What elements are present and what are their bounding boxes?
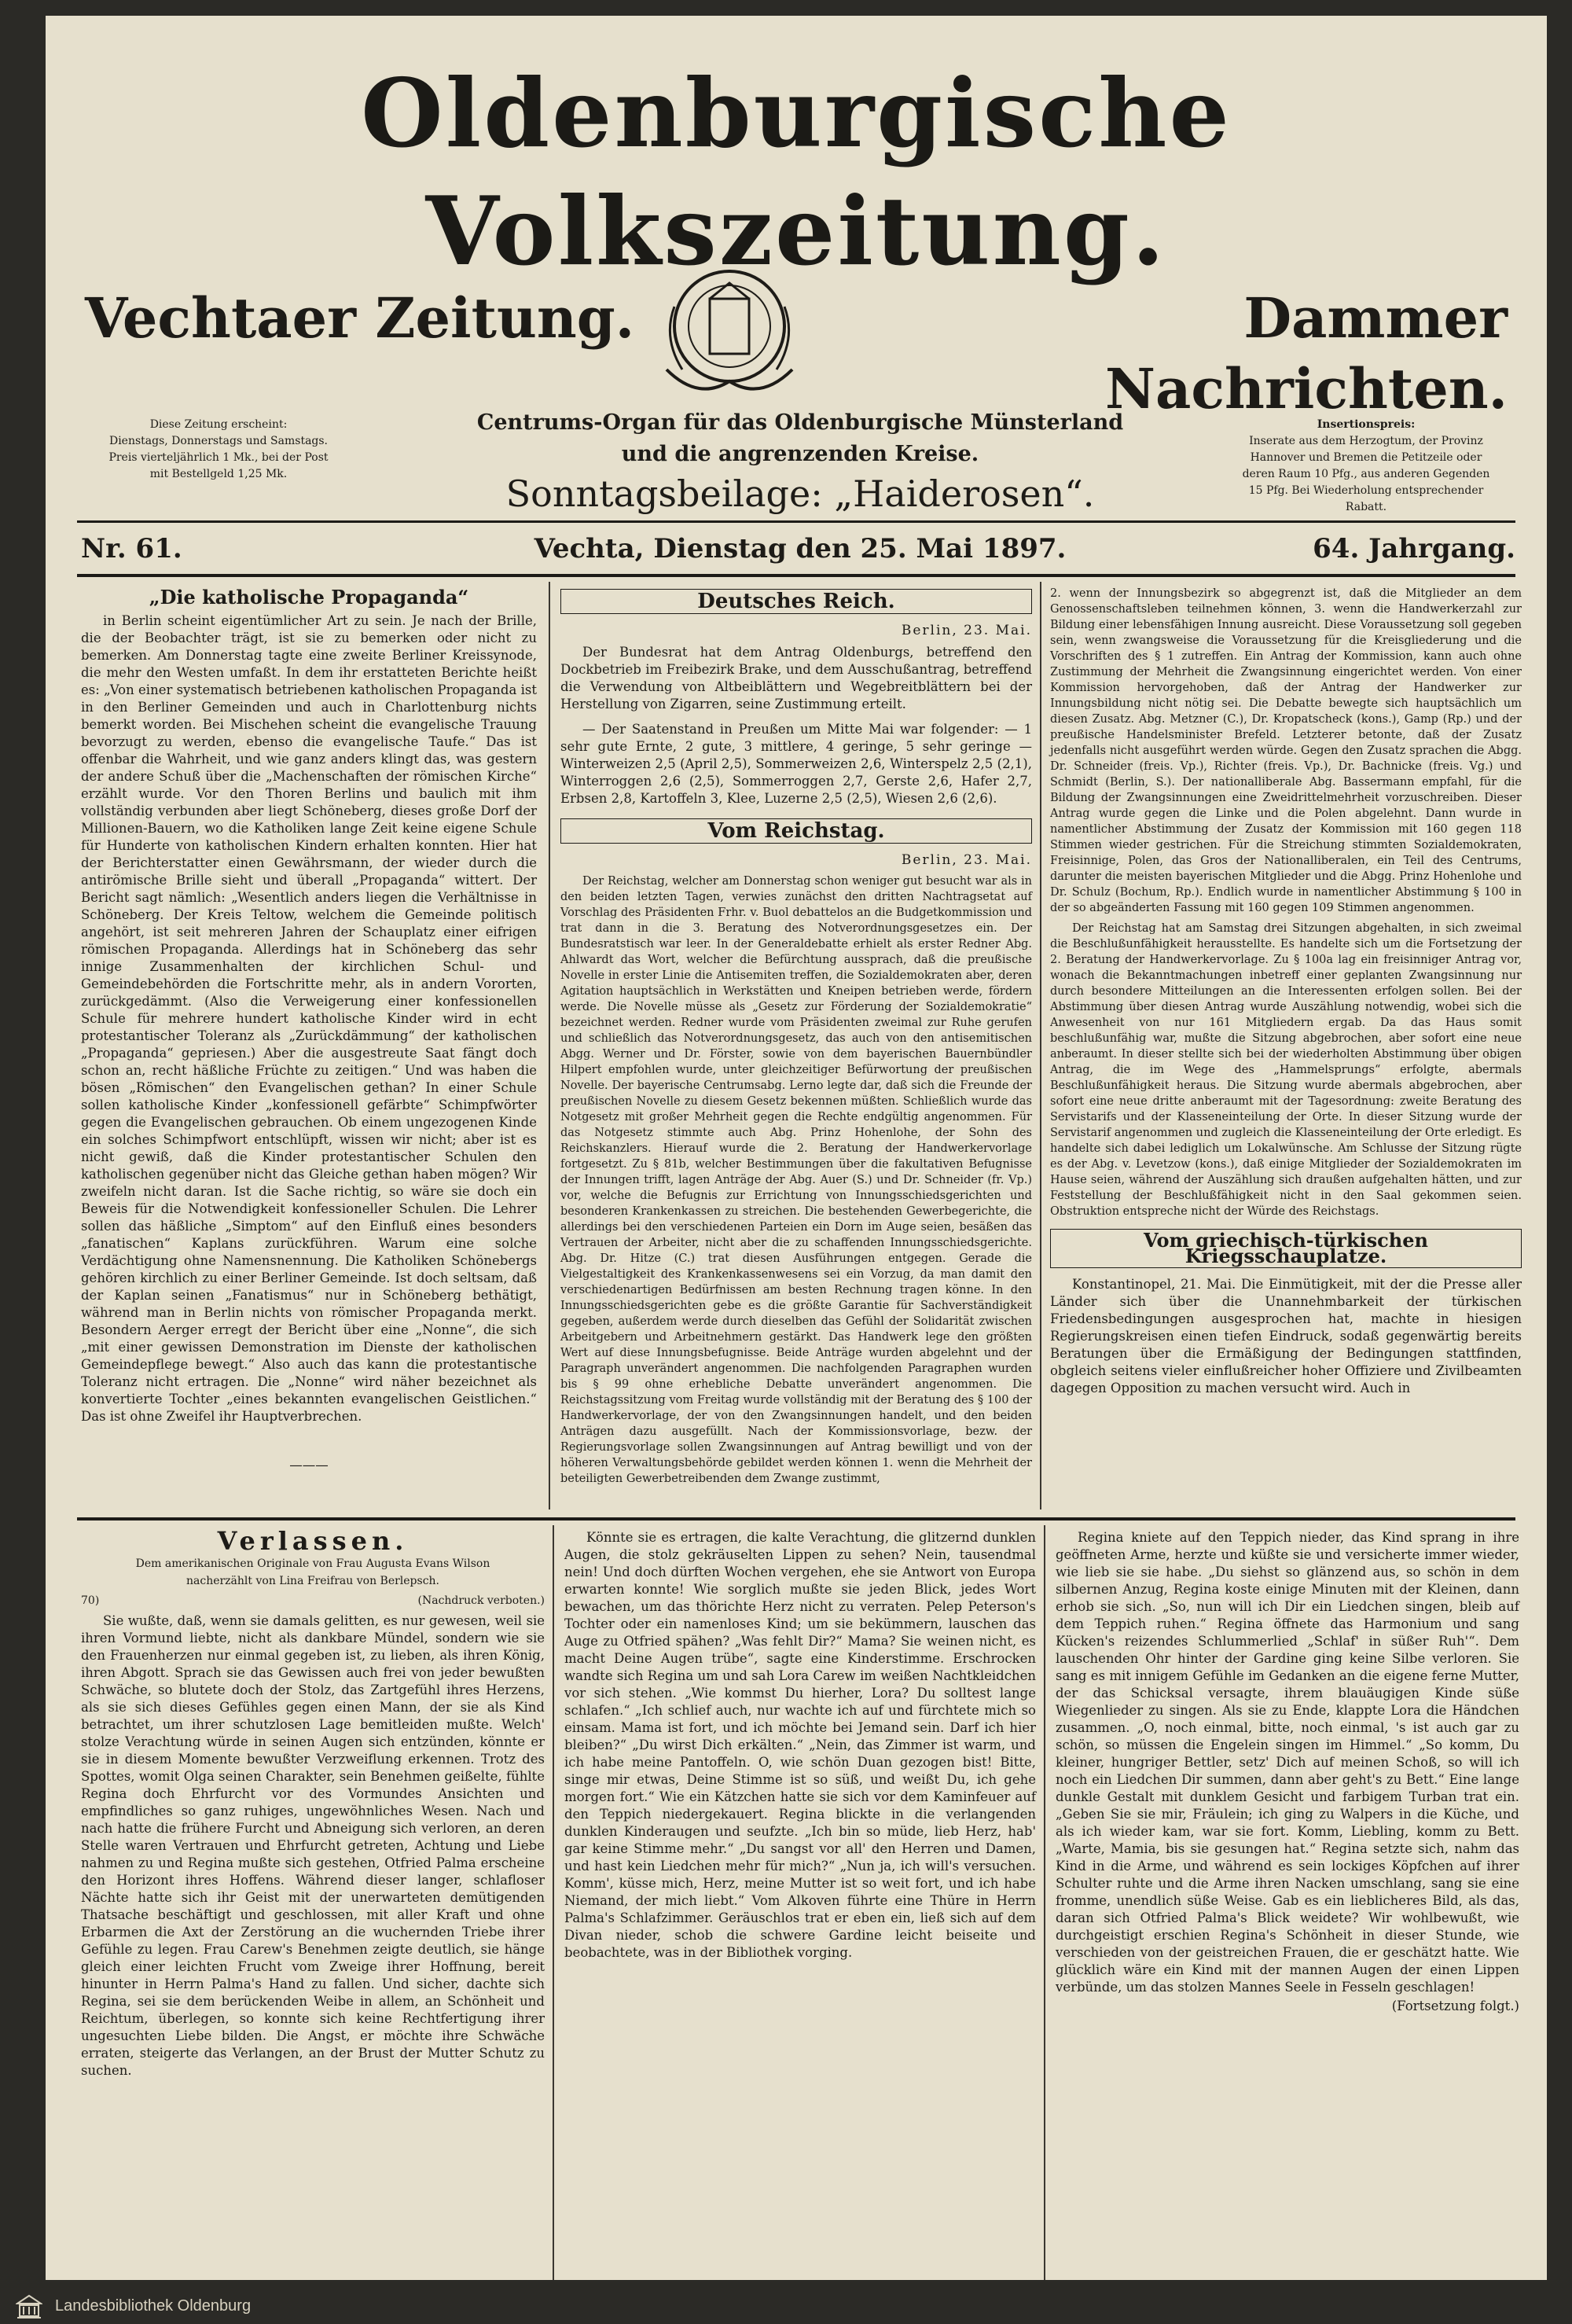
rule-top — [77, 520, 1515, 523]
article-propaganda: „Die katholische Propaganda“ in Berlin scheint eigentümlicher Art zu sein. Je nach der Brille, die der Beobachter trägt, ist sie zu bemerken oder nicht zu bemerken. Am Donnerstag tagte eine zweite Berliner Kreissynode, die mehr den Westen umfaßt. In dem ihr erstatteten Berichte heißt es: „Von einer systematisch betriebenen katholischen Propaganda ist in den Berliner Gemeinden und auch in Charlottenburg nichts bemerkt worden. Bei Mischehen scheint die evangelische Trauung bevorzugt zu werden, ebenso die evangelische Taufe.“ Das ist offenbar die Wahrheit, und wie ganz anders klingt das, was gestern der andere Schuß über die „Machenschaften der römischen Kirche“ erzählt wurde. Vor den Thoren Berlins und baulich mit ihm vollständig verbunden aber liegt Schöneberg, dieses große Dorf der Millionen-Bauern, wo die Katholiken lange Zeit keine eigene Schule für Hunderte von katholischen Kindern erhalten konnten. Hier hat der Berichterstatter einen Gewährsmann, der wieder durch die antirömische Brille sieht und überall „Propaganda“ wittert. Der Bericht sagt nämlich: „Wesentlich anders liegen die Verhältnisse in Schöneberg. Der Kreis Teltow, welchem die Gemeinde politisch angehört, ist seit mehreren Jahren der Schauplatz einer eifrigen römischen Propaganda. Allerdings hat in Schöneberg das sehr innige Zusammenhalten der kirchlichen Schul- und Gemeindebehörden die Fortschritte mehr, als in andern Vororten, zurückgedämmt. (Also die Verweigerung einer konfessionellen Schule für mehrere hundert katholische Kinder wird in echt protestantischer Toleranz als „Zurückdämmung“ der katholischen „Propaganda“ gepriesen.) Aber die ausgestreute Saat fängt doch schon an, recht häßliche Früchte zu zeitigen.“ Und was haben die bösen „Römischen“ den Evangelischen gethan? In einer Schule sollen katholische Kinder „konfessionell gefärbte“ Schimpfwörter gegen die Evangelischen gebrauchen. Ob einem ungezogenen Kinde ein solches Schimpfwort entschlüpft, wissen wir nicht; aber ist es nicht gewiß, daß die Kinder protestantischer Schulen den katholischen gegenüber nicht das Gleiche gethan haben mögen? Wir zweifeln nicht daran. Ist die Sache richtig, so wäre sie doch ein Beweis für die Notwendigkeit konfessioneller Schulen. Die Lehrer sollen das häßliche „Simptom“ auf den Einfluß eines besonders „fanatischen“ Kaplans zurückführen. Warum eine solche Verdächtigung ohne Namensnennung. Die Katholiken Schönebergs gehören kirchlich zu einer Berliner Gemeinde. Ist doch seltsam, daß der Kaplan seinen „Fanatismus“ nur in Schöneberg bethätigt, während man in Berlin nichts von römischer Propaganda merkt. Besondern Aerger erregt der Bericht über eine „Nonne“, die sich „mit einer gewissen Demonstration im Dienste der katholischen Gemeindepflege bewegt.“ Also auch das kann die protestantische Toleranz nicht ertragen. Die „Nonne“ wird näher bezeichnet als konvertierte Tochter „eines bekannten evangelischen Geistlichen.“ Das ist ohne Zweifel ihr Hauptverbrechen. ——— — [81, 586, 537, 1473]
continued-note: (Fortsetzung folgt.) — [1391, 1999, 1519, 2013]
feuilleton-text: Sie wußte, daß, wenn sie damals gelitten, es nur gewesen, weil sie ihren Vormund liebte, nicht als dankbare Mündel, sondern wie sie den Frauenherzen nur einmal gegeben ist, zu lieben, als ihren König, ihren Abgott. Sprach sie das Gewissen auch frei von jeder bewußten Schwäche, so blutete doch der Stolz, das Zartgefühl ihres Herzens, als sie sich dieses Gefühles gegen einen Mann, der sie als Kind betrachtet, um ihrer schutzlosen Lage bemitleiden mußte. Welch' stolze Verachtung würde in seinen Augen sich entzünden, könnte er sie in diesem Momente bewußter Verzweiflung erkennen. Trotz des Spottes, womit Olga seinen Charakter, sein Benehmen geißelte, fühlte Regina doch Ehrfurcht vor des Vormundes Ansichten und empfindliches so ganz ruhiges, ungewöhnliches Wesen. Nach und nach hatte die frühere Furcht und Abneigung sich verloren, an deren Stelle waren Vertrauen und Ehrfurcht getreten, Achtung und Liebe nahmen zu und Regina mußte sich gestehen, Otfried Palma erscheine den Horizont ihres Hoffens. Während dieser langer, schlafloser Nächte hatte sich ihr Geist mit der unerwarteten demütigenden Thatsache beschäftigt und geschlossen, mit aller Kraft und ohne Erbarmen die Axt der Zerstörung an die wuchernden Triebe ihrer Gefühle zu legen. Frau Carew's Benehmen zeigte deutlich, sie hänge gleich einer leichten Frucht vom Zweige ihrer Hoffnung, bereit hinunter in Herrn Palma's Hand zu fallen. Und sicher, dachte sich Regina, sei sie dem berückenden Weibe in allem, an Schönheit und Reichtum, überlegen, so konnte sich keine Rechtfertigung ihrer ungesuchten Liebe bilden. Die Angst, er möchte ihre Schwäche erraten, steigerte das Verlangen, an der Brust der Mutter Schutz zu suchen. — [81, 1613, 545, 2078]
subtitle-right: Dammer Nachrichten. — [1105, 285, 1508, 421]
issue-number: Nr. 61. — [81, 533, 182, 564]
masthead-title: Oldenburgische Volkszeitung. — [361, 58, 1232, 287]
library-credit: Landesbibliothek Oldenburg — [55, 2297, 252, 2315]
library-building-icon — [16, 2294, 42, 2319]
newspaper-page — [46, 16, 1547, 2280]
crest-emblem-icon — [651, 252, 808, 409]
note-heading: Insertionspreis: — [1317, 418, 1416, 431]
note-line: Inserate aus dem Herzogtum, der Provinz — [1249, 435, 1483, 447]
organ-line-1: Centrums-Organ für das Oldenburgische Münsterland — [476, 410, 1124, 435]
article-text: Der Reichstag hat am Samstag drei Sitzungen abgehalten, in sich zweimal die Beschlußunfähigkeit herausstellte. Es handelte sich um die Fortsetzung der 2. Beratung der Handwerkervorlage. Zu § 100a lag ein freisinniger Antrag vor, wonach die Bekanntmachungen inbetreff einer geplanten Zwangsinnung nur durch besondere Mitteilungen an die Interessenten erfolgen sollen. Bei der Abstimmung über diesen Antrag wurde Auszählung notwendig, wobei sich die Anwesenheit von nur 161 Mitgliedern ergab. Da das Haus somit beschlußunfähig war, mußte die Sitzung abgebrochen, aber sofort eine neue anberaumt. In dieser stellte sich bei der wiederholten Abstimmung über obigen Antrag, die im Wege des „Hammelsprungs“ erfolgte, abermals Beschlußunfähigkeit heraus. Die Sitzung wurde abermals abgebrochen, aber sofort eine neue dritte anberaumt mit der Tagesordnung: zweite Beratung des Servistarifs und der Klasseneinteilung der Orte. In dieser Sitzung wurde der Servistarif angenommen und zugleich die Klasseneinteilung der Orte erledigt. Es handelte sich dabei lediglich um Lokalwünsche. Am Schlusse der Sitzung rügte es der Abg. v. Levetzow (kons.), daß einige Mitglieder der Sozialdemokraten im Hause seien, während der Auszählung sich draußen aufgehalten hätten, und zur Feststellung der Beschlußfähigkeit nicht in den Saal gekommen seien. Obstruktion entspreche nicht der Würde des Reichstags. — [1050, 922, 1522, 1218]
publication-schedule-note — [69, 417, 368, 483]
article-reich — [560, 586, 1032, 1487]
insertion-price-note — [1209, 417, 1523, 516]
subtitle-left: Vechtaer Zeitung. — [85, 285, 635, 351]
reprint-notice: (Nachdruck verboten.) — [417, 1594, 545, 1607]
issue-year: 64. Jahrgang. — [1313, 533, 1515, 564]
feuilleton-column-1 — [81, 1526, 545, 2079]
feuilleton-column-2 — [564, 1529, 1036, 1962]
note-line: Diese Zeitung erscheint: — [149, 418, 288, 431]
article-dateline: Berlin, 23. Mai. — [901, 852, 1032, 868]
article-title: Vom Reichstag. — [560, 818, 1032, 844]
article-text: — Der Saatenstand in Preußen um Mitte Mai war folgender: — 1 sehr gute Ernte, 2 gute, 3 mittlere, 4 geringe, 5 sehr geringe — Winterweizen 2,5 (April 2,5), Sommerweizen 2,6, Winterspelz 2,5 (2,1), Winterroggen 2,6 (2,5), Sommerroggen 2,7, Gerste 2,6, Hafer 2,7, Erbsen 2,8, Kartoffeln 3, Klee, Luzerne 2,5 (2,5), Wiesen 2,6 (2,6). — [560, 722, 1032, 806]
column-divider — [553, 1525, 554, 2280]
note-line: Dienstags, Donnerstags und Samstags. — [108, 435, 329, 447]
article-text: Konstantinopel, 21. Mai. Die Einmütigkeit, mit der die Presse aller Länder sich über die Unannehmbarkeit der türkischen Friedensbedingungen ausgesprochen hat, machte in hiesigen Regierungskreisen einen tiefen Eindruck, sodaß gegenwärtig bereits Beratungen über die Ermäßigung der Bedingungen stattfinden, obgleich seitens vieler einflußreicher hoher Offiziere und Zivilbeamten dagegen Opposition zu machen versucht wird. Auch in — [1050, 1277, 1522, 1396]
column-divider — [549, 582, 550, 1509]
feuilleton-text: Regina kniete auf den Teppich nieder, das Kind sprang in ihre geöffneten Arme, herzte und küßte sie und versicherte immer wieder, wie lieb sie sie habe. „Du siehst so glänzend aus, so schön in dem silbernen Anzug, Regina koste einige Minuten mit der Kleinen, dann erhob sie sich. „So, nun will ich Dir ein Liedchen singen, bleib auf dem Teppich ruhen.“ Regina öffnete das Harmonium und sang Kücken's reizendes Schlummerlied „Schlaf' in süßer Ruh'“. Dem lauschenden Ohr hinter der Gardine ging keine Silbe verloren. Sie sang es mit innigem Gefühle im Gedanken an die eigene ferne Mutter, der das Schicksal versagte, ihrem blauäugigen Kinde süße Wiegenlieder zu singen. Als sie zu Ende, klappte Lora die Händchen zusammen. „O, noch einmal, bitte, noch einmal, 's ist auch gar zu schön, so müssen die Engelein singen im Himmel.“ „So komm, Du kleiner, hungriger Bettler, setz' Dich auf meinen Schoß, so will ich noch ein Liedchen Dir summen, dann aber geht's zu Bett.“ Eine lange dunkle Gestalt mit dunklem Gesicht und farbigem Turban trat ein. „Geben Sie sie mir, Fräulein; ich ging zu Walpers in die Küche, und als ich wieder kam, war sie fort. Komm, Liebling, komm zu Bett. „Warte, Mamia, bis sie gesungen hat.“ Regina setzte sich, nahm das Kind in die Arme, und während es sein lockiges Köpfchen auf ihrer Schulter ruhte und die Arme ihren Nacken umschlang, sang sie eine fromme, unendlich süße Weise. Gab es ein lieblicheres Bild, als das, daran sich Otfried Palma's Blick weidete? Wir wohlbewußt, wie durchgeistigt erschien Regina's Schönheit in dieser Stunde, wie verschieden von der geistreichen Frauen, die er geschätzt hatte. Wie glücklich wäre ein Kind mit der mannen Augen der einen Lippen verbünde, um das stolzen Mannes Seele in Fesseln geschlagen! — [1056, 1530, 1519, 1995]
rule-bottom — [77, 574, 1515, 577]
article-title: „Die katholische Propaganda“ — [149, 586, 469, 609]
article-dateline: Berlin, 23. Mai. — [901, 623, 1032, 638]
feuilleton-byline: nacherzählt von Lina Freifrau von Berlepsch. — [185, 1575, 440, 1587]
note-line: 15 Pfg. Bei Wiederholung entsprechender — [1248, 484, 1484, 497]
organ-line — [384, 407, 1217, 470]
supplement-title: Sonntagsbeilage: „Haiderosen“. — [505, 473, 1095, 515]
article-text: Der Bundesrat hat dem Antrag Oldenburgs, betreffend den Dockbetrieb im Freibezirk Brake, und dem Ausschußantrag, betreffend die Verwendung von Altbeiblättern und Wegebreitblättern bei der Herstellung von Zigarren, seine Zustimmung erteilt. — [560, 645, 1032, 712]
note-line: Rabatt. — [1345, 501, 1387, 513]
column-divider — [1040, 582, 1041, 1509]
article-text: 2. wenn der Innungsbezirk so abgegrenzt ist, daß die Mitglieder an dem Genossenschaftsleben teilnehmen können, 3. wenn die Handwerkerzahl zur Bildung einer lebensfähigen Innung ausreicht. Diese Voraussetzung soll gegeben sein, wenn zwangsweise die Voraussetzung für die Kreisgliederung und die Vorschriften des § 1 zutreffen. Ein Antrag der Kommission, kann auch ohne Zustimmung der Mehrheit die Zwangsinnung eingerichtet werden. Von einer Kommission hervorgehoben, daß der Antrag der Handwerker zur Innungsbildung nicht nötig sei. Die Debatte bewegte sich hauptsächlich um diesen Zusatz. Abg. Metzner (C.), Dr. Kropatscheck (kons.), Gamp (Rp.) und der preußische Handelsminister Brefeld. Letzterer betonte, daß der Zusatz jedenfalls nicht ausgeführt werden würde. Gegen den Zusatz sprachen die Abgg. Dr. Schneider (freis. Vp.), Richter (freis. Vp.), Dr. Bachnicke (freis. Vg.) und Schmidt (Berlin, S.). Der nationalliberale Abg. Bassermann empfahl, für die Bildung der Zwangsinnungen eine Zweidrittelmehrheit vorzuschreiben. Dieser Antrag wurde gegen die Linke und die Polen abgelehnt. Dann wurde in namentlicher Abstimmung der Zusatz der Kommission mit 160 gegen 118 Stimmen wieder gestrichen. Für die Streichung stimmten Sozialdemokraten, Freisinnige, Polen, das Gros der Nationalliberalen, ein Teil des Centrums, darunter die meisten bayerischen Mitglieder und die Abgg. Prinz Hohenlohe und Dr. Schulz (Bochum, Rp.). Endlich wurde in namentlicher Abstimmung § 100 in der so abgeänderten Fassung mit 160 gegen 109 Stimmen angenommen. — [1050, 587, 1522, 914]
note-line: mit Bestellgeld 1,25 Mk. — [149, 468, 288, 480]
footer-bar — [0, 2289, 1572, 2324]
note-line: Preis vierteljährlich 1 Mk., bei der Post — [108, 451, 329, 464]
feuilleton-column-3 — [1056, 1529, 1519, 2015]
note-line: Hannover und Bremen die Petitzeile oder — [1250, 451, 1482, 464]
article-title: Vom griechisch-türkischen Kriegsschauplatze. — [1050, 1229, 1522, 1268]
feuilleton-byline: Dem amerikanischen Originale von Frau Augusta Evans Wilson — [135, 1557, 490, 1570]
article-title: Deutsches Reich. — [560, 589, 1032, 614]
feuilleton-title: Verlassen. — [217, 1526, 409, 1556]
issue-date: Vechta, Dienstag den 25. Mai 1897. — [534, 533, 1067, 564]
feuilleton-rule — [77, 1517, 1515, 1521]
article-text: Der Reichstag, welcher am Donnerstag schon weniger gut besucht war als in den beiden letzten Tagen, verwies zunächst den dritten Nachtragsetat auf Vorschlag des Präsidenten Frhr. v. Buol debattelos an die Budgetkommission und trat dann in die 3. Beratung des Notverordnungsgesetzes ein. Der Bundesratstisch war leer. In der Generaldebatte erhielt als erster Redner Abg. Ahlwardt das Wort, welcher die Befürchtung aussprach, daß die preußische Novelle in erster Linie die Antisemiten treffen, die Sozialdemokraten aber, deren Agitation hauptsächlich in Werkstätten und Kneipen betrieben werde, fördern werde. Die Novelle müsse als „Gesetz zur Förderung der Sozialdemokratie“ bezeichnet werden. Redner wurde vom Präsidenten zweimal zur Ruhe gerufen und schließlich das Notverordnungsgesetz, das auch von den antisemitischen Abgg. Werner und Dr. Förster, sowie von dem bayerischen Bauernbündler Hilpert empfohlen wurde, unter gleichzeitiger Befürwortung der preußischen Novelle. Der bayerische Centrumsabg. Lerno legte dar, daß sich die Freunde der preußischen Novelle zu diesem Gesetz bekennen müßten. Schließlich wurde das Notgesetz mit großer Mehrheit gegen die Rechte endgültig angenommen. Für das Notgesetz stimmte auch Abg. Prinz Hohenlohe, der Sohn des Reichskanzlers. Hierauf wurde die 2. Beratung der Handwerkervorlage fortgesetzt. Zu § 81b, welcher Bestimmungen über die fakultativen Befugnisse der Innungen trifft, lagen Anträge der Abg. Auer (S.) und Dr. Schneider (fr. Vp.) vor, welche die Befugnis zur Errichtung von Innungsschiedsgerichten und besonderen Krankenkassen zu streichen. Die bestehenden Gewerbegerichte, die allerdings bei den verschiedenen Parteien ein Dorn im Auge seien, besäßen das Vertrauen der Arbeiter, nicht aber die zu schaffenden Innungsschiedsgerichte. Abg. Dr. Hitze (C.) trat diesen Ausführungen entgegen. Gerade die Vielgestaltigkeit des Krankenkassenwesens sei ein Vorzug, da man damit den verschiedenartigen Bedürfnissen am besten Rechnung tragen könne. In den Innungsschiedsgerichten gebe es die größte Garantie für Sachverständigkeit gegeben, außerdem werde durch dieselben das Gefühl der Solidarität zwischen Arbeitgebern und Arbeitnehmern gestärkt. Das Handwerk lege den größten Wert auf diese Innungsbefugnisse. Beide Anträge wurden abgelehnt und der Paragraph unverändert angenommen. Die nachfolgenden Paragraphen wurden bis § 99 ohne erhebliche Debatte unverändert angenommen. Die Reichstagssitzung vom Freitag wurde vollständig mit der Beratung des § 100 der Handwerkervorlage, der von den Zwangsinnungen handelt, und den beiden Anträgen dazu ausgefüllt. Nach der Kommissionsvorlage, bezw. der Regierungsvorlage sollen Zwangsinnungen auf Antrag bewilligt und von der höheren Verwaltungsbehörde gebildet werden können 1. wenn die Mehrheit der beteiligten Gewerbetreibenden dem Zwange zustimmt, — [560, 875, 1032, 1485]
feuilleton-number: 70) — [81, 1594, 100, 1607]
organ-line-2: und die angrenzenden Kreise. — [621, 442, 979, 466]
column-divider — [1044, 1525, 1045, 2280]
article-text: in Berlin scheint eigentümlicher Art zu sein. Je nach der Brille, die der Beobachter trägt, ist sie zu bemerken oder nicht zu bemerken. Am Donnerstag tagte eine zweite Berliner Kreissynode, die mehr den Westen umfaßt. In dem ihr erstatteten Berichte heißt es: „Von einer systematisch betriebenen katholischen Propaganda ist in den Berliner Gemeinden und auch in Charlottenburg nichts bemerkt worden. Bei Mischehen scheint die evangelische Trauung bevorzugt zu werden, ebenso die evangelische Taufe.“ Das ist offenbar die Wahrheit, und wie ganz anders klingt das, was gestern der andere Schuß über die „Machenschaften der römischen Kirche“ erzählt wurde. Vor den Thoren Berlins und baulich mit ihm vollständig verbunden aber liegt Schöneberg, dieses große Dorf der Millionen-Bauern, wo die Katholiken lange Zeit keine eigene Schule für Hunderte von katholischen Kindern erhalten konnten. Hier hat der Berichterstatter einen Gewährsmann, der wieder durch die antirömische Brille sieht und überall „Propaganda“ wittert. Der Bericht sagt nämlich: „Wesentlich anders liegen die Verhältnisse in Schöneberg. Der Kreis Teltow, welchem die Gemeinde politisch angehört, ist seit mehreren Jahren der Schauplatz einer eifrigen römischen Propaganda. Allerdings hat in Schöneberg das sehr innige Zusammenhalten der kirchlichen Schul- und Gemeindebehörden die Fortschritte mehr, als in andern Vororten, zurückgedämmt. (Also die Verweigerung einer konfessionellen Schule für mehrere hundert katholische Kinder wird in echt protestantischer Toleranz als „Zurückdämmung“ der katholischen „Propaganda“ gepriesen.) Aber die ausgestreute Saat fängt doch schon an, recht häßliche Früchte zu zeitigen.“ Und was haben die bösen „Römischen“ den Evangelischen gethan? In einer Schule sollen katholische Kinder „konfessionell gefärbte“ Schimpfwörter gegen die Evangelischen gebrauchen. Ob einem ungezogenen Kinde ein solches Schimpfwort entschlüpft, wissen wir nicht; aber ist es nicht gewiß, daß die Kinder protestantischer Schulen den katholischen gegenüber nicht das Gleiche gethan haben mögen? Wir zweifeln nicht daran. Ist die Sache richtig, so wäre sie doch ein Beweis für die Notwendigkeit konfessioneller Schulen. Die Lehrer sollen das häßliche „Simptom“ auf den Einfluß eines besonders „fanatischen“ Kaplans zurückführen. Warum eine solche Verdächtigung ohne Namensnennung. Die Katholiken Schönebergs gehören kirchlich zu einer Berliner Gemeinde. Ist doch seltsam, daß der Kaplan seinen „Fanatismus“ nur in Schöneberg bethätigt, während man in Berlin nichts von römischer Propaganda merkt. Besondern Aerger erregt der Bericht über eine „Nonne“, die sich „mit einer gewissen Demonstration im Dienste der katholischen Gemeindepflege bewegt.“ Also auch das kann die protestantische Toleranz nicht ertragen. Die „Nonne“ wird näher bezeichnet als konvertierte Tochter „eines bekannten evangelischen Geistlichen.“ Das ist ohne Zweifel ihr Hauptverbrechen. — [81, 613, 537, 1424]
article-reichstag-continued — [1050, 586, 1522, 1397]
feuilleton-text: Könnte sie es ertragen, die kalte Verachtung, die glitzernd dunklen Augen, die stolz gekräuselten Lippen zu sehen? Nein, tausendmal nein! Und doch dürften Wochen vergehen, ehe sie Antwort von Europa erwarten konnte! Wie sorglich mußte sie jeden Blick, jedes Wort bewachen, um das thörichte Herz nicht zu verraten. Pelep Peterson's Tochter oder ein namenloses Kind; um sie bekümmern, lauschen das Auge zu Otfried spähen? „Was fehlt Dir?“ Mama? Sie weinen nicht, es macht Deine Augen trübe“, sagte eine Kinderstimme. Erschrocken wandte sich Regina um und sah Lora Carew im weißen Nachtkleidchen vor sich stehen. „Wie kommst Du hierher, Lora? Du solltest lange schlafen.“ „Ich schlief auch, nur wachte ich auf und fürchtete mich so einsam. Mama ist fort, und ich möchte bei Jemand sein. Darf ich hier bleiben?“ „Du wirst Dich erkälten.“ „Nein, das Zimmer ist warm, und ich habe meine Pantoffeln. O, wie schön Duan gezogen bist! Bitte, singe mir etwas, Deine Stimme ist so süß, und weißt Du, ich gehe morgen fort.“ Wie ein Kätzchen hatte sie sich vor dem Kaminfeuer auf den Teppich niedergekauert. Regina blickte in die verlangenden dunklen Kinderaugen und seufzte. „Ich bin so müde, lieb Herz, hab' gar keine Stimme mehr.“ „Du sangst vor all' den Herren und Damen, und hast kein Liedchen mehr für mich?“ „Nun ja, ich will's versuchen. Komm', küsse mich, Herz, meine Mutter ist so weit fort, und ich habe Niemand, der mich liebt.“ Vom Alkoven führte eine Thüre in Herrn Palma's Schlafzimmer. Geräuschlos trat er eben ein, ließ sich auf dem Divan nieder, schob die schwere Gardine leicht beiseite und beobachtete, was in der Bibliothek vorging. — [564, 1530, 1036, 1960]
note-line: deren Raum 10 Pfg., aus anderen Gegenden — [1242, 468, 1490, 480]
